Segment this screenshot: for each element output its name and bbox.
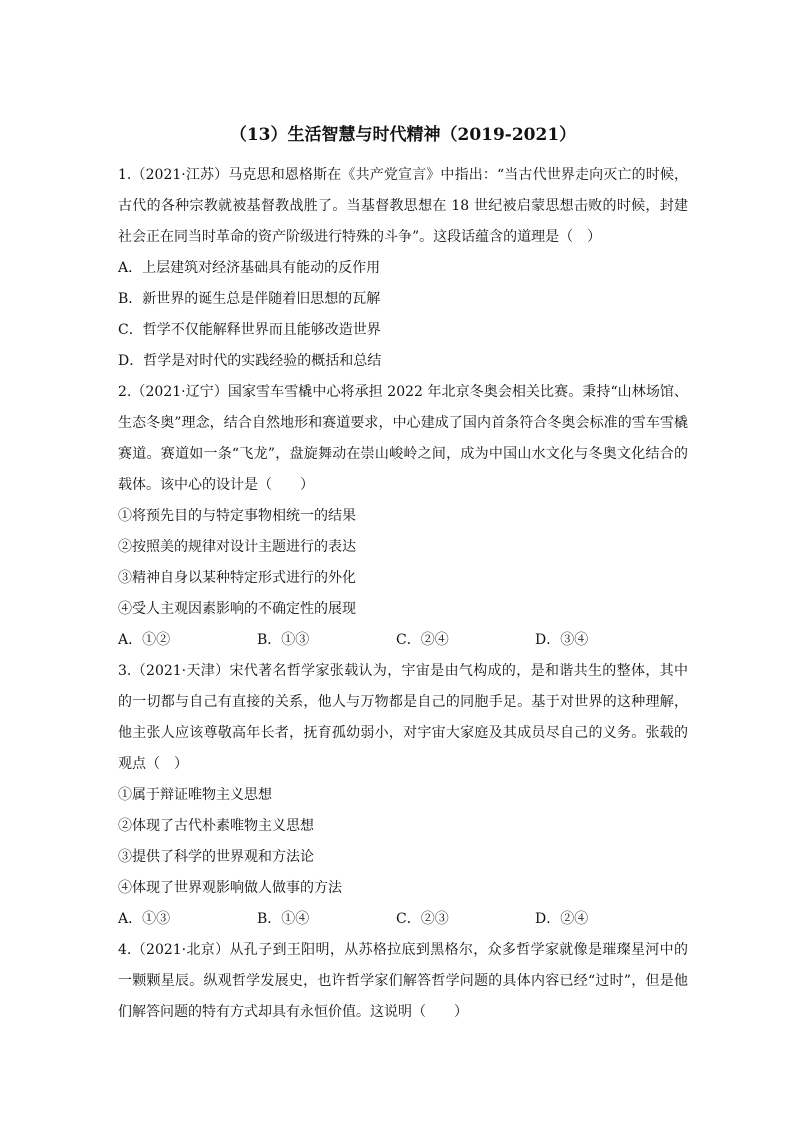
answer-choices bbox=[118, 625, 688, 656]
question-stem: 2.（2021·辽宁）国家雪车雪橇中心将承担 2022 年北京冬奥会相关比赛。秉持“山林场馆、生态冬奥”理念，结合自然地形和赛道要求，中心建成了国内首条符合冬奥会标准的雪车雪橇赛道。赛道如一条“飞龙”，盘旋舞动在崇山峻岭之间，成为中国山水文化与冬奥文化结合的载体。该中心的设计是（ ） bbox=[118, 384, 688, 493]
choice-c: C．②④ bbox=[396, 632, 449, 648]
question-stem: 4.（2021·北京）从孔子到王阳明，从苏格拉底到黑格尔，众多哲学家就像是璀璨星河中的一颗颗星辰。纵观哲学发展史，也许哲学家们解答哲学问题的具体内容已经“过时”，但是他们解答问题的特有方式却具有永恒价值。这说明（ ） bbox=[118, 942, 688, 1020]
document-page bbox=[118, 122, 688, 1028]
choice-c: C．②③ bbox=[396, 911, 449, 927]
choice-b: B．①④ bbox=[257, 911, 310, 927]
statement-1: ①属于辩证唯物主义思想 bbox=[118, 787, 272, 803]
statement-4: ④受人主观因素影响的不确定性的展现 bbox=[118, 601, 356, 617]
statement-3: ③精神自身以某种特定形式进行的外化 bbox=[118, 570, 356, 586]
question-stem: 3.（2021·天津）宋代著名哲学家张载认为，宇宙是由气构成的，是和谐共生的整体，其中的一切都与自己有直接的关系，他人与万物都是自己的同胞手足。基于对世界的这种理解，他主张人应该尊敬高年长者，抚育孤幼弱小，对宇宙大家庭及其成员尽自己的义务。张载的观点（ ） bbox=[118, 663, 688, 772]
option-a: A．上层建筑对经济基础具有能动的反作用 bbox=[118, 260, 381, 276]
option-c: C．哲学不仅能解释世界而且能够改造世界 bbox=[118, 322, 381, 338]
option-b: B．新世界的诞生总是伴随着旧思想的瓦解 bbox=[118, 291, 381, 307]
choice-d: D．②④ bbox=[535, 911, 589, 927]
statement-4: ④体现了世界观影响做人做事的方法 bbox=[118, 880, 342, 896]
statement-2: ②按照美的规律对设计主题进行的表达 bbox=[118, 539, 356, 555]
page-title: （13）生活智慧与时代精神（2019-2021） bbox=[229, 125, 577, 145]
question-stem: 1.（2021·江苏）马克思和恩格斯在《共产党宣言》中指出：“当古代世界走向灭亡的时候，古代的各种宗教就被基督教战胜了。当基督教思想在 18 世纪被启蒙思想击败的时候，封建社会正在同当时革命的资产阶级进行特殊的斗争”。这段话蕴含的道理是（ ） bbox=[118, 167, 688, 245]
choice-b: B．①③ bbox=[257, 632, 310, 648]
statement-1: ①将预先目的与特定事物相统一的结果 bbox=[118, 508, 356, 524]
answer-choices bbox=[118, 904, 688, 935]
choice-a: A．①③ bbox=[118, 911, 171, 927]
statement-2: ②体现了古代朴素唯物主义思想 bbox=[118, 818, 314, 834]
question-2 bbox=[118, 377, 688, 656]
question-1 bbox=[118, 160, 688, 377]
choice-a: A．①② bbox=[118, 632, 171, 648]
choice-d: D．③④ bbox=[535, 632, 589, 648]
statement-3: ③提供了科学的世界观和方法论 bbox=[118, 849, 314, 865]
question-3 bbox=[118, 656, 688, 935]
option-d: D．哲学是对时代的实践经验的概括和总结 bbox=[118, 353, 382, 369]
question-4 bbox=[118, 935, 688, 1028]
